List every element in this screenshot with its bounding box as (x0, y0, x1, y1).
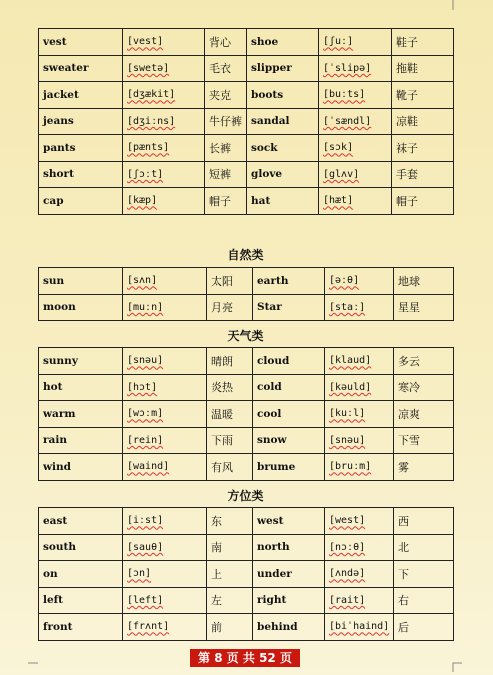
phonetic-text: [klaud] (329, 355, 372, 367)
phonetic-cell (325, 427, 394, 454)
meaning-cell: 手套 (392, 161, 454, 188)
meaning-cell: 有风 (207, 454, 253, 481)
meaning-cell: 上 (207, 561, 253, 588)
meaning-cell: 长裤 (205, 135, 247, 162)
phonetic-text: [sauθ] (127, 541, 164, 553)
meaning-cell: 毛衣 (205, 55, 247, 82)
phonetic-text: [muːn] (127, 301, 164, 313)
phonetic-text: [kəuld] (329, 381, 372, 393)
phonetic-cell (123, 188, 205, 215)
meaning-cell: 帽子 (205, 188, 247, 215)
phonetic-text: [kæp] (127, 195, 158, 207)
table-row (39, 614, 454, 641)
meaning-cell: 靴子 (392, 82, 454, 109)
word-cell: east (39, 508, 123, 535)
phonetic-cell (123, 82, 205, 109)
word-cell: earth (253, 268, 325, 295)
page-number-footer: 第 8 页 共 52 页 (190, 649, 300, 667)
meaning-cell: 牛仔裤 (205, 108, 247, 135)
word-cell: snow (253, 427, 325, 454)
word-cell: warm (39, 401, 123, 428)
table-row (39, 454, 454, 481)
table-row (39, 108, 454, 135)
phonetic-text: [dʒiːns] (127, 115, 176, 127)
crop-mark-top-left (28, 0, 38, 10)
table-row (39, 561, 454, 588)
meaning-cell: 炎热 (207, 374, 253, 401)
phonetic-text: [rein] (127, 434, 164, 446)
table-row (39, 587, 454, 614)
table-row (39, 135, 454, 162)
word-cell: jeans (39, 108, 123, 135)
weather-heading: 天气类 (227, 329, 264, 343)
meaning-cell: 太阳 (207, 268, 253, 295)
word-cell: jacket (39, 82, 123, 109)
meaning-cell: 北 (394, 534, 454, 561)
meaning-cell: 夹克 (205, 82, 247, 109)
word-cell: slipper (247, 55, 319, 82)
phonetic-cell (325, 348, 394, 375)
table-row (39, 401, 454, 428)
word-cell: sock (247, 135, 319, 162)
phonetic-cell (319, 55, 392, 82)
phonetic-cell (319, 161, 392, 188)
meaning-cell: 地球 (394, 268, 454, 295)
meaning-cell: 南 (207, 534, 253, 561)
word-cell: cold (253, 374, 325, 401)
phonetic-text: [buːts] (323, 89, 366, 101)
word-cell: pants (39, 135, 123, 162)
phonetic-cell (123, 587, 207, 614)
meaning-cell: 星星 (394, 294, 454, 321)
phonetic-text: [west] (329, 515, 366, 527)
meaning-cell: 西 (394, 508, 454, 535)
phonetic-text: [ʃɔːt] (127, 168, 164, 180)
weather-table (38, 347, 454, 481)
meaning-cell: 下雪 (394, 427, 454, 454)
phonetic-cell (319, 188, 392, 215)
phonetic-text: [snəu] (127, 355, 164, 367)
word-cell: sandal (247, 108, 319, 135)
phonetic-text: [dʒækit] (127, 89, 176, 101)
phonetic-text: [snəu] (329, 434, 366, 446)
word-cell: left (39, 587, 123, 614)
phonetic-cell (123, 348, 207, 375)
phonetic-text: [sʌn] (127, 275, 158, 287)
phonetic-cell (325, 268, 394, 295)
clothes-table (38, 28, 454, 215)
phonetic-cell (325, 401, 394, 428)
phonetic-text: [ʌndə] (329, 568, 366, 580)
word-cell: under (253, 561, 325, 588)
word-cell: sunny (39, 348, 123, 375)
table-row (39, 294, 454, 321)
phonetic-text: [iːst] (127, 515, 164, 527)
phonetic-cell (123, 454, 207, 481)
phonetic-text: [frʌnt] (127, 621, 170, 633)
meaning-cell: 东 (207, 508, 253, 535)
phonetic-text: [ˈsændl] (323, 115, 372, 127)
meaning-cell: 背心 (205, 29, 247, 56)
phonetic-cell (325, 454, 394, 481)
meaning-cell: 左 (207, 587, 253, 614)
phonetic-text: [rait] (329, 594, 366, 606)
meaning-cell: 短裤 (205, 161, 247, 188)
phonetic-cell (325, 294, 394, 321)
phonetic-text: [ˈslipə] (323, 62, 372, 74)
phonetic-text: [glʌv] (323, 168, 360, 180)
word-cell: vest (39, 29, 123, 56)
table-row (39, 161, 454, 188)
word-cell: cap (39, 188, 123, 215)
phonetic-cell (319, 135, 392, 162)
phonetic-cell (319, 29, 392, 56)
word-cell: wind (39, 454, 123, 481)
phonetic-text: [biˈhaind] (329, 621, 390, 633)
meaning-cell: 月亮 (207, 294, 253, 321)
phonetic-cell (123, 55, 205, 82)
table-row (39, 55, 454, 82)
phonetic-text: [swetə] (127, 62, 170, 74)
phonetic-text: [bruːm] (329, 461, 372, 473)
phonetic-cell (123, 614, 207, 641)
table-row (39, 268, 454, 295)
phonetic-cell (123, 401, 207, 428)
nature-table (38, 267, 454, 321)
table-row (39, 188, 454, 215)
word-cell: right (253, 587, 325, 614)
phonetic-cell (325, 534, 394, 561)
direction-heading: 方位类 (227, 489, 264, 503)
meaning-cell: 后 (394, 614, 454, 641)
word-cell: cool (253, 401, 325, 428)
phonetic-cell (325, 587, 394, 614)
table-row (39, 508, 454, 535)
word-cell: rain (39, 427, 123, 454)
meaning-cell: 温暖 (207, 401, 253, 428)
phonetic-cell (325, 374, 394, 401)
phonetic-cell (123, 135, 205, 162)
meaning-cell: 前 (207, 614, 253, 641)
phonetic-text: [sɔk] (323, 142, 354, 154)
phonetic-cell (123, 29, 205, 56)
phonetic-text: [vest] (127, 36, 164, 48)
meaning-cell: 鞋子 (392, 29, 454, 56)
meaning-cell: 寒冷 (394, 374, 454, 401)
meaning-cell: 多云 (394, 348, 454, 375)
phonetic-text: [ʃuː] (323, 36, 354, 48)
phonetic-cell (123, 508, 207, 535)
phonetic-cell (319, 82, 392, 109)
word-cell: boots (247, 82, 319, 109)
meaning-cell: 凉鞋 (392, 108, 454, 135)
word-cell: on (39, 561, 123, 588)
word-cell: Star (253, 294, 325, 321)
meaning-cell: 帽子 (392, 188, 454, 215)
crop-mark-bottom-left (28, 662, 38, 672)
direction-table (38, 507, 454, 641)
meaning-cell: 雾 (394, 454, 454, 481)
word-cell: sun (39, 268, 123, 295)
phonetic-cell (123, 294, 207, 321)
meaning-cell: 晴朗 (207, 348, 253, 375)
crop-mark-top-right (452, 0, 462, 10)
word-cell: short (39, 161, 123, 188)
word-cell: hat (247, 188, 319, 215)
phonetic-text: [kuːl] (329, 408, 366, 420)
word-cell: behind (253, 614, 325, 641)
word-cell: glove (247, 161, 319, 188)
phonetic-text: [pænts] (127, 142, 170, 154)
table-row (39, 348, 454, 375)
word-cell: north (253, 534, 325, 561)
phonetic-text: [wɔːm] (127, 408, 164, 420)
phonetic-cell (325, 614, 394, 641)
phonetic-text: [staː] (329, 301, 366, 313)
meaning-cell: 下雨 (207, 427, 253, 454)
word-cell: moon (39, 294, 123, 321)
phonetic-text: [ɔn] (127, 568, 152, 580)
phonetic-text: [hæt] (323, 195, 354, 207)
word-cell: west (253, 508, 325, 535)
table-row (39, 82, 454, 109)
word-cell: brume (253, 454, 325, 481)
word-cell: cloud (253, 348, 325, 375)
phonetic-text: [əːθ] (329, 275, 360, 287)
table-row (39, 29, 454, 56)
phonetic-cell (123, 108, 205, 135)
nature-heading: 自然类 (227, 248, 264, 262)
word-cell: south (39, 534, 123, 561)
table-row (39, 427, 454, 454)
phonetic-text: [left] (127, 594, 164, 606)
phonetic-cell (123, 268, 207, 295)
meaning-cell: 凉爽 (394, 401, 454, 428)
phonetic-cell (325, 561, 394, 588)
word-cell: sweater (39, 55, 123, 82)
phonetic-text: [waind] (127, 461, 170, 473)
phonetic-text: [nɔːθ] (329, 541, 366, 553)
crop-mark-bottom-right (452, 662, 462, 672)
phonetic-text: [hɔt] (127, 381, 158, 393)
phonetic-cell (319, 108, 392, 135)
word-cell: hot (39, 374, 123, 401)
table-row (39, 374, 454, 401)
meaning-cell: 右 (394, 587, 454, 614)
phonetic-cell (325, 508, 394, 535)
table-row (39, 534, 454, 561)
meaning-cell: 拖鞋 (392, 55, 454, 82)
phonetic-cell (123, 374, 207, 401)
phonetic-cell (123, 427, 207, 454)
meaning-cell: 袜子 (392, 135, 454, 162)
meaning-cell: 下 (394, 561, 454, 588)
word-cell: shoe (247, 29, 319, 56)
phonetic-cell (123, 161, 205, 188)
word-cell: front (39, 614, 123, 641)
phonetic-cell (123, 534, 207, 561)
phonetic-cell (123, 561, 207, 588)
